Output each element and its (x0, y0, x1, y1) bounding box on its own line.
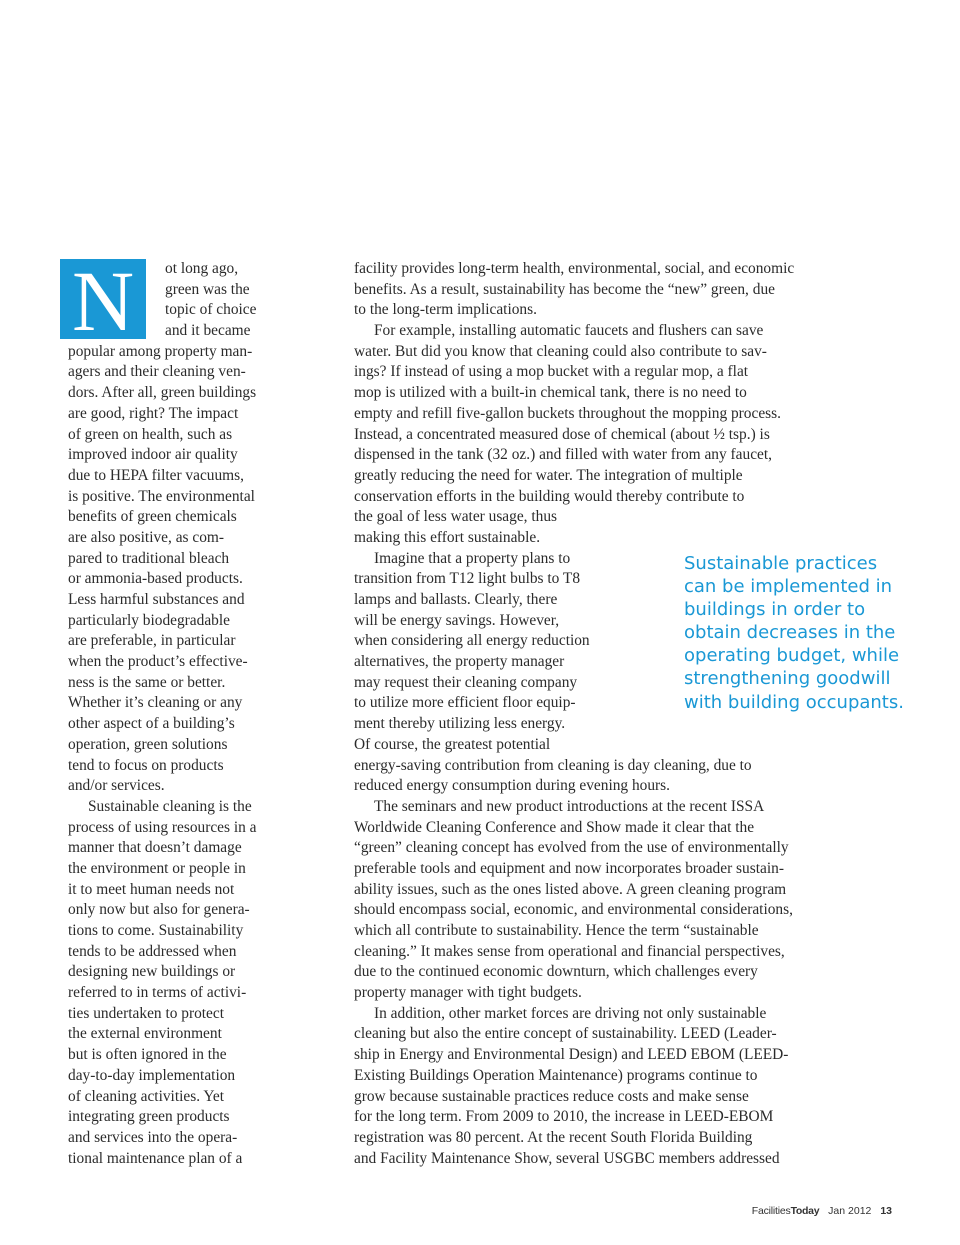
body-line: due to the continued economic downturn, which challenges every (354, 963, 758, 981)
body-line: For example, installing automatic faucets and flushers can save (374, 322, 764, 340)
pull-quote-line: obtain decreases in the (684, 622, 896, 644)
body-line: benefits of green chemicals (68, 508, 237, 526)
body-line: transition from T12 light bulbs to T8 (354, 570, 581, 588)
body-line: process of using resources in a (68, 818, 257, 836)
body-line: or ammonia-based products. (68, 570, 243, 588)
body-line: tends to be addressed when (68, 942, 237, 960)
body-line: and Facility Maintenance Show, several USGBC members addressed (354, 1149, 780, 1167)
body-line: The seminars and new product introductions at the recent ISSA (374, 797, 765, 815)
body-line: ties undertaken to protect (68, 1004, 224, 1022)
body-line: the environment or people in (68, 859, 246, 877)
body-line: are good, right? The impact (68, 404, 239, 422)
body-line: Existing Buildings Operation Maintenance) programs continue to (354, 1066, 758, 1084)
body-line: Less harmful substances and (68, 591, 245, 609)
pull-quote-line: buildings in order to (684, 599, 866, 621)
body-line: registration was 80 percent. At the recent South Florida Building (354, 1128, 753, 1146)
body-line: which all contribute to sustainability. Hence the term “sustainable (354, 922, 759, 939)
body-line: dors. After all, green buildings (68, 384, 257, 402)
body-line: and it became (165, 322, 251, 340)
body-line: In addition, other market forces are driving not only sustainable (374, 1004, 767, 1022)
body-line: Instead, a concentrated measured dose of chemical (about ½ tsp.) is (354, 425, 770, 443)
body-line: will be energy savings. However, (354, 611, 560, 629)
body-line: conservation efforts in the building would thereby contribute to (354, 487, 745, 505)
pull-quote-line: strengthening goodwill (684, 668, 891, 690)
body-line: “green” cleaning concept has evolved from the use of environmentally (354, 839, 789, 857)
body-line: ot long ago, (165, 260, 239, 277)
body-line: designing new buildings or (68, 963, 236, 981)
body-line: benefits. As a result, sustainability has become the “new” green, due (354, 280, 775, 298)
body-line: Sustainable cleaning is the (88, 797, 252, 815)
body-line: property manager with tight budgets. (354, 984, 582, 1002)
body-line: manner that doesn’t damage (68, 839, 242, 857)
body-line: referred to in terms of activi- (68, 984, 247, 1002)
body-line: tional maintenance plan of a (68, 1149, 243, 1167)
body-line: lamps and ballasts. Clearly, there (354, 591, 558, 608)
body-line: Whether it’s cleaning or any (68, 694, 243, 712)
right-column (354, 259, 862, 1169)
body-line: pared to traditional bleach (68, 549, 230, 567)
body-line: of cleaning activities. Yet (68, 1087, 225, 1105)
pull-quote (684, 552, 924, 714)
body-line: Of course, the greatest potential (354, 735, 551, 753)
body-line: tend to focus on products (68, 756, 224, 774)
body-line: to the long-term implications. (354, 301, 537, 319)
body-line: ness is the same or better. (68, 673, 226, 691)
body-line: cleaning.” It makes sense from operational and financial perspectives, (354, 942, 785, 960)
body-line: and services into the opera- (68, 1128, 238, 1146)
pull-quote-line: operating budget, while (684, 645, 900, 667)
pull-quote-line: can be implemented in (684, 576, 893, 598)
body-line: are preferable, in particular (68, 632, 236, 650)
body-line: may request their cleaning company (354, 673, 578, 691)
body-line: reduced energy consumption during evening hours. (354, 777, 671, 795)
body-line: alternatives, the property manager (354, 653, 565, 671)
body-line: ship in Energy and Environmental Design) and LEED EBOM (LEED- (354, 1046, 789, 1064)
body-line: ment thereby utilizing less energy. (354, 715, 566, 733)
body-line: water. But did you know that cleaning could also contribute to sav- (354, 342, 767, 360)
body-line: Worldwide Cleaning Conference and Show made it clear that the (354, 818, 755, 836)
body-line: green was the (165, 280, 250, 298)
body-line: of green on health, such as (68, 425, 233, 443)
body-line: preferable tools and equipment and now incorporates broader sustain- (354, 859, 784, 877)
publication-name-bold: Today (790, 1205, 820, 1217)
body-line: when considering all energy reduction (354, 632, 590, 650)
body-line: day-to-day implementation (68, 1066, 236, 1084)
body-line: dispensed in the tank (32 oz.) and filled with water from any faucet, (354, 446, 772, 464)
page-footer (752, 1205, 892, 1217)
body-line: for the long term. From 2009 to 2010, the increase in LEED-EBOM (354, 1108, 774, 1126)
left-column (68, 342, 290, 1170)
body-line: should encompass social, economic, and environmental considerations, (354, 901, 793, 919)
body-line: but is often ignored in the (68, 1046, 227, 1064)
body-line: ings? If instead of using a mop bucket with a regular mop, a flat (354, 363, 749, 381)
body-line: integrating green products (68, 1108, 230, 1126)
body-line: making this effort sustainable. (354, 528, 541, 546)
body-line: grow because sustainable practices reduce costs and make sense (354, 1087, 749, 1105)
body-line: greatly reducing the need for water. The integration of multiple (354, 466, 743, 484)
body-line: other aspect of a building’s (68, 715, 235, 733)
body-line: popular among property man- (68, 342, 253, 360)
body-line: mop is utilized with a built-in chemical tank, there is no need to (354, 384, 747, 402)
publication-name: Facilities (751, 1205, 791, 1217)
body-line: agers and their cleaning ven- (68, 363, 246, 381)
pull-quote-line: with building occupants. (684, 691, 904, 713)
drop-cap-adjacent-text (165, 259, 305, 342)
body-line: facility provides long-term health, environmental, social, and economic (354, 260, 795, 277)
body-line: particularly biodegradable (68, 611, 230, 629)
body-line: when the product’s effective- (68, 653, 248, 671)
body-line: Imagine that a property plans to (374, 549, 571, 567)
body-line: energy-saving contribution from cleaning is day cleaning, due to (354, 756, 752, 774)
pull-quote-line: Sustainable practices (684, 553, 878, 574)
body-line: ability issues, such as the ones listed above. A green cleaning program (354, 880, 787, 898)
drop-cap: N (60, 259, 146, 339)
body-line: operation, green solutions (68, 735, 228, 753)
body-line: improved indoor air quality (68, 446, 238, 464)
body-line: and/or services. (68, 777, 165, 795)
body-line: tions to come. Sustainability (68, 922, 244, 940)
body-line: the goal of less water usage, thus (354, 508, 558, 526)
issue-date: Jan 2012 (828, 1205, 872, 1217)
body-line: due to HEPA filter vacuums, (68, 466, 244, 484)
body-line: empty and refill five-gallon buckets throughout the mopping process. (354, 404, 781, 422)
body-line: to utilize more efficient floor equip- (354, 694, 576, 712)
body-line: topic of choice (165, 301, 257, 319)
body-line: only now but also for genera- (68, 901, 250, 919)
body-line: it to meet human needs not (68, 880, 235, 898)
page-number: 13 (880, 1205, 892, 1217)
body-line: the external environment (68, 1025, 222, 1043)
body-line: is positive. The environmental (68, 487, 255, 505)
body-line: cleaning but also the entire concept of sustainability. LEED (Leader- (354, 1025, 777, 1043)
body-line: are also positive, as com- (68, 528, 224, 546)
